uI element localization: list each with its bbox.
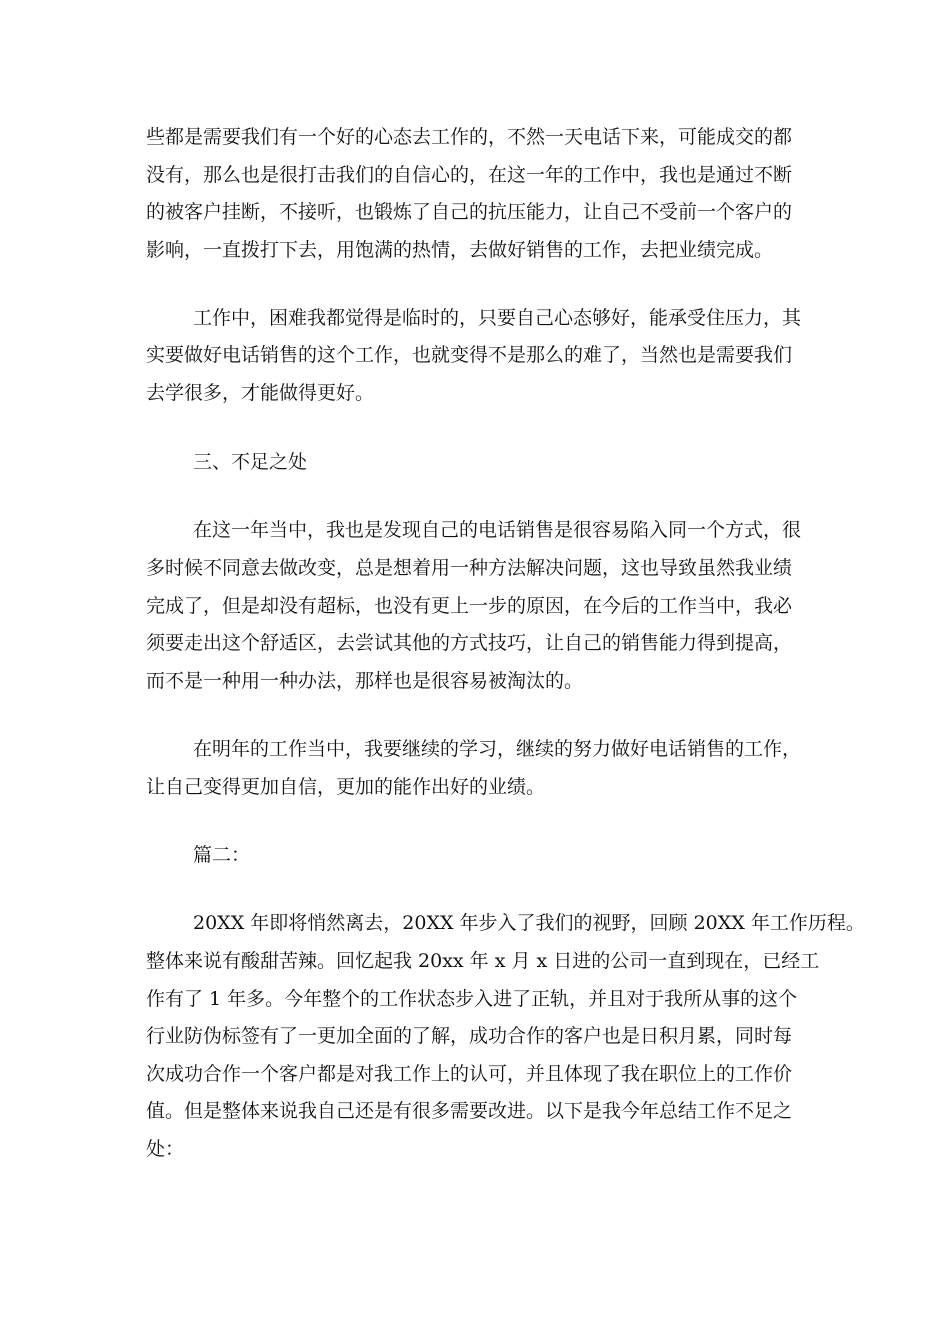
paragraph-4-line-5: 而不是一种用一种办法，那样也是很容易被淘汰的。 xyxy=(146,670,584,692)
paragraph-2-line-3: 去学很多，才能做得更好。 xyxy=(146,382,375,404)
paragraph-7-line-6: 值。但是整体来说我自己还是有很多需要改进。以下是我今年总结工作不足之 xyxy=(146,1100,793,1122)
paragraph-1-line-3: 的被客户挂断，不接听，也锻炼了自己的抗压能力，让自己不受前一个客户的 xyxy=(146,201,793,223)
paragraph-5-line-1: 在明年的工作当中，我要继续的学习，继续的努力做好电话销售的工作， xyxy=(193,738,802,760)
paragraph-7-line-7: 处： xyxy=(146,1138,185,1160)
paragraph-1-line-4: 影响，一直拨打下去，用饱满的热情，去做好销售的工作，去把业绩完成。 xyxy=(146,239,774,261)
paragraph-2-line-1: 工作中，困难我都觉得是临时的，只要自己心态够好，能承受住压力，其 xyxy=(193,307,802,329)
paragraph-4-line-4: 须要走出这个舒适区，去尝试其他的方式技巧，让自己的销售能力得到提高， xyxy=(146,632,793,654)
paragraph-7-line-3: 作有了 1 年多。今年整个的工作状态步入进了正轨，并且对于我所从事的这个 xyxy=(146,988,798,1010)
paragraph-5-line-2: 让自己变得更加自信，更加的能作出好的业绩。 xyxy=(146,776,546,798)
paragraph-7-line-4: 行业防伪标签有了一更加全面的了解，成功合作的客户也是日积月累，同时每 xyxy=(146,1025,793,1047)
paragraph-7-line-5: 次成功合作一个客户都是对我工作上的认可，并且体现了我在职位上的工作价 xyxy=(146,1063,793,1085)
paragraph-7-line-1: 20XX 年即将悄然离去，20XX 年步入了我们的视野，回顾 20XX 年工作历程。 xyxy=(193,912,865,934)
paragraph-4-line-2: 多时候不同意去做改变，总是想着用一种方法解决问题，这也导致虽然我业绩 xyxy=(146,557,793,579)
paragraph-4-line-1: 在这一年当中，我也是发现自己的电话销售是很容易陷入同一个方式，很 xyxy=(193,519,802,541)
paragraph-1-line-2: 没有，那么也是很打击我们的自信心的，在这一年的工作中，我也是通过不断 xyxy=(146,164,793,186)
section-heading-part-two: 篇二： xyxy=(193,844,251,866)
paragraph-7-line-2: 整体来说有酸甜苦辣。回忆起我 20xx 年 x 月 x 日进的公司一直到现在，已经工 xyxy=(146,950,820,972)
paragraph-4-line-3: 完成了，但是却没有超标，也没有更上一步的原因，在今后的工作当中，我必 xyxy=(146,595,793,617)
section-heading-shortcomings: 三、不足之处 xyxy=(193,451,308,473)
paragraph-2-line-2: 实要做好电话销售的这个工作，也就变得不是那么的难了，当然也是需要我们 xyxy=(146,344,793,366)
paragraph-1-line-1: 些都是需要我们有一个好的心态去工作的，不然一天电话下来，可能成交的都 xyxy=(146,126,793,148)
